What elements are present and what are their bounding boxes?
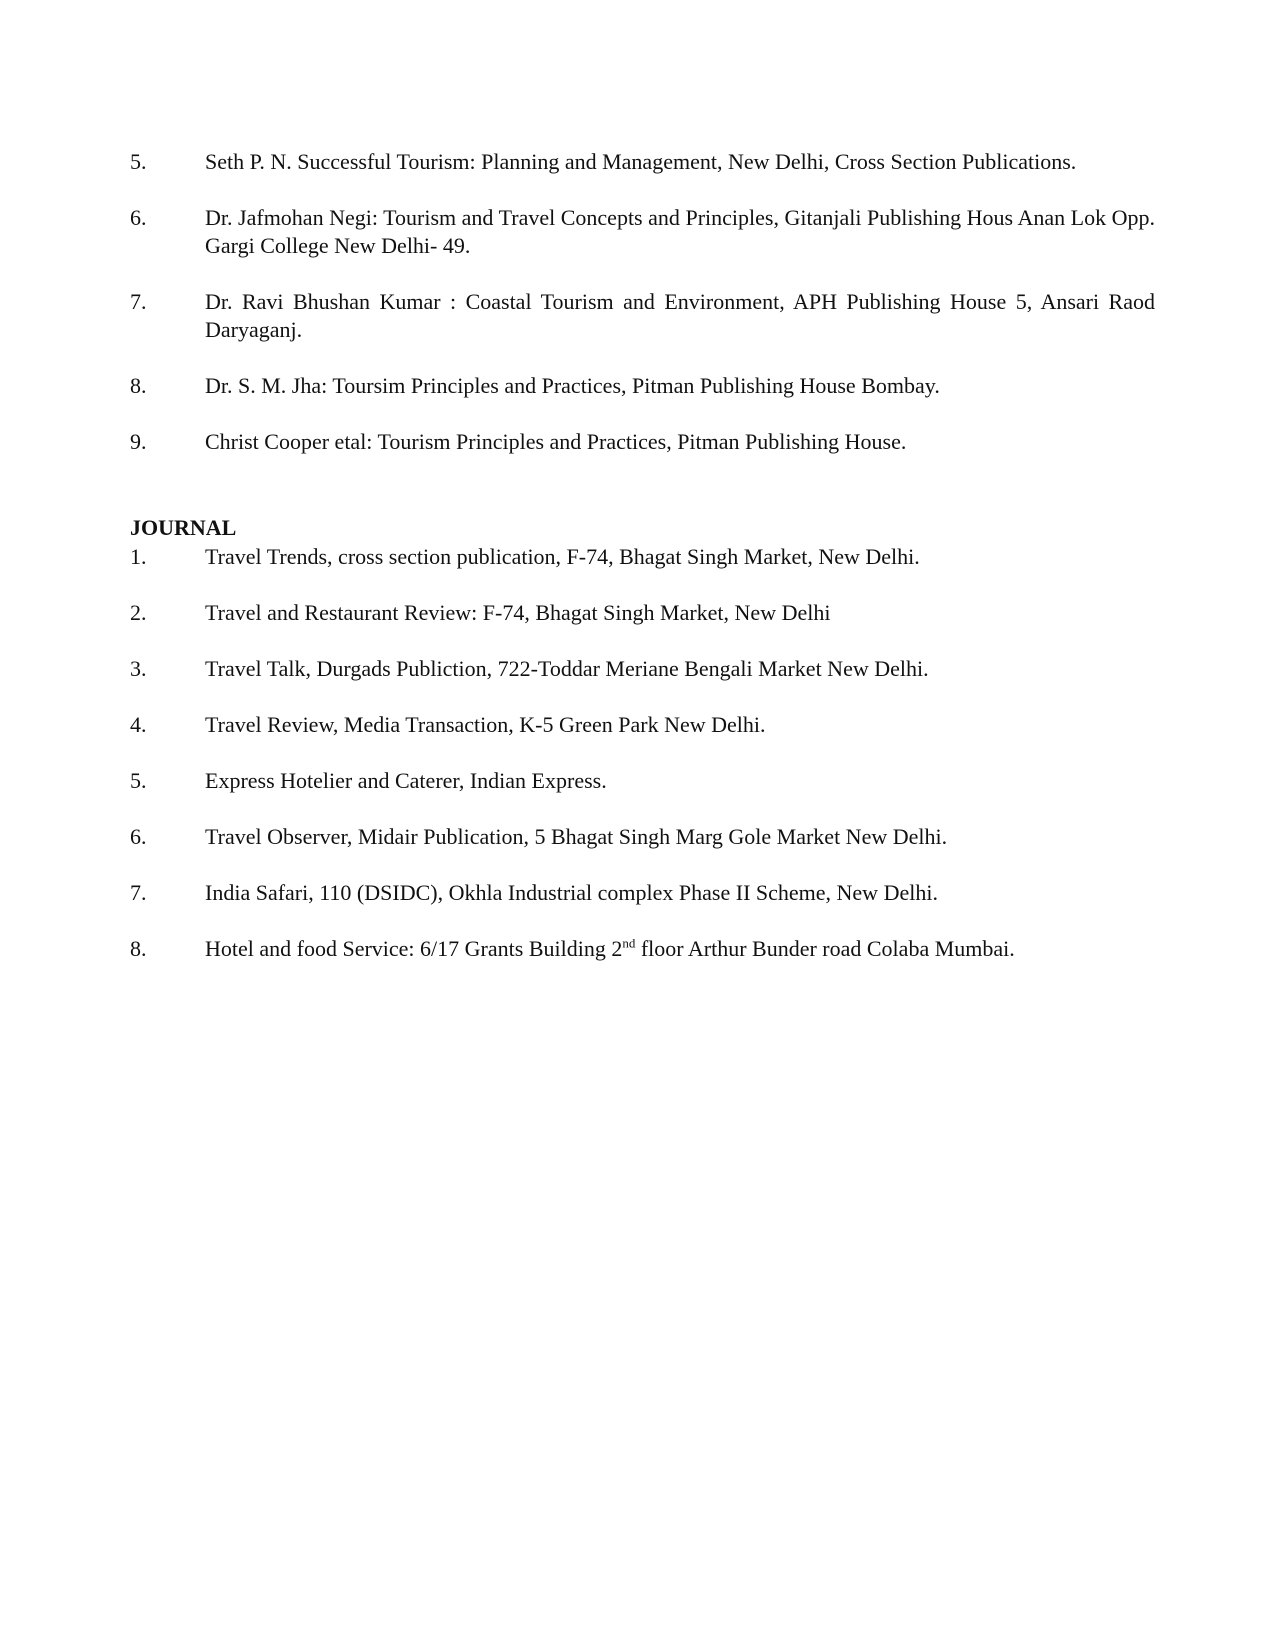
- item-number: 5.: [130, 768, 147, 793]
- journal-heading: JOURNAL: [130, 515, 237, 540]
- item-text: Dr. Ravi Bhushan Kumar : Coastal Tourism and Environment, APH Publishing House 5, Ansari Raod Daryaganj.: [205, 289, 1155, 342]
- journal-reference-list: [130, 543, 1155, 991]
- item-text: Travel Observer, Midair Publication, 5 Bhagat Singh Marg Gole Market New Delhi.: [205, 824, 948, 849]
- item-text-part: floor Arthur Bunder road Colaba Mumbai.: [635, 936, 1015, 961]
- item-number: 5.: [130, 149, 147, 174]
- list-item: [130, 711, 1155, 739]
- list-item: [130, 767, 1155, 795]
- list-item: [130, 204, 1155, 260]
- ordinal-superscript: nd: [622, 935, 636, 951]
- item-text: Dr. Jafmohan Negi: Tourism and Travel Concepts and Principles, Gitanjali Publishing Hous Anan Lok Opp. Gargi College New Delhi- 49.: [205, 205, 1155, 258]
- item-text: Travel Trends, cross section publication, F-74, Bhagat Singh Market, New Delhi.: [205, 544, 920, 569]
- item-number: 3.: [130, 656, 147, 681]
- list-item: [130, 428, 1155, 456]
- item-text: Seth P. N. Successful Tourism: Planning and Management, New Delhi, Cross Section Publications.: [205, 149, 1077, 174]
- list-item: [130, 823, 1155, 851]
- list-item: [130, 543, 1155, 571]
- item-text: Travel Talk, Durgads Publiction, 722-Toddar Meriane Bengali Market New Delhi.: [205, 656, 929, 681]
- item-number: 8.: [130, 373, 147, 398]
- item-number: 6.: [130, 205, 147, 230]
- item-text: Travel and Restaurant Review: F-74, Bhagat Singh Market, New Delhi: [205, 600, 831, 625]
- list-item: [130, 879, 1155, 907]
- list-item: [130, 935, 1155, 963]
- item-text: India Safari, 110 (DSIDC), Okhla Industrial complex Phase II Scheme, New Delhi.: [205, 880, 938, 905]
- item-number: 4.: [130, 712, 147, 737]
- item-number: 1.: [130, 544, 147, 569]
- item-number: 7.: [130, 289, 147, 314]
- item-text: Express Hotelier and Caterer, Indian Express.: [205, 768, 607, 793]
- item-number: 7.: [130, 880, 147, 905]
- item-text: Dr. S. M. Jha: Toursim Principles and Practices, Pitman Publishing House Bombay.: [205, 373, 940, 398]
- list-item: [130, 148, 1155, 176]
- item-text: Travel Review, Media Transaction, K-5 Green Park New Delhi.: [205, 712, 766, 737]
- list-item: [130, 372, 1155, 400]
- item-text: Christ Cooper etal: Tourism Principles and Practices, Pitman Publishing House.: [205, 429, 907, 454]
- item-number: 9.: [130, 429, 147, 454]
- item-number: 2.: [130, 600, 147, 625]
- list-item: [130, 599, 1155, 627]
- list-item: [130, 288, 1155, 344]
- item-text: [205, 935, 1155, 963]
- item-number: 8.: [130, 936, 147, 961]
- list-item: [130, 655, 1155, 683]
- item-text-part: Hotel and food Service: 6/17 Grants Building 2: [205, 936, 623, 961]
- item-number: 6.: [130, 824, 147, 849]
- book-reference-list: [130, 148, 1155, 484]
